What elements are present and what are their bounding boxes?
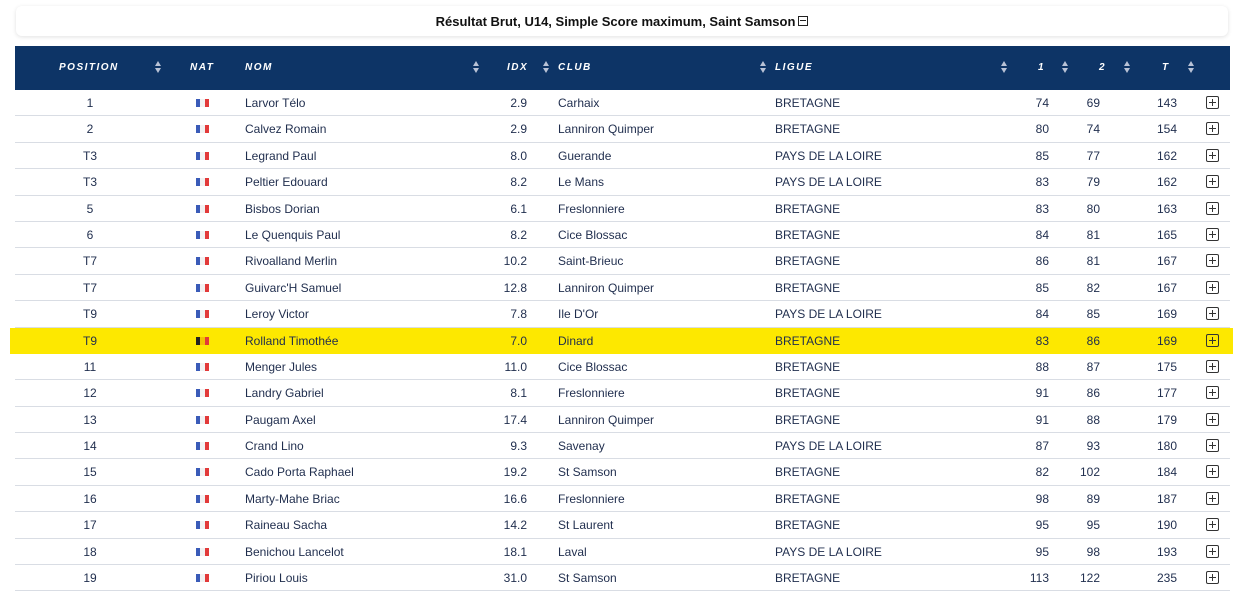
ligue-cell: BRETAGNE — [775, 571, 841, 586]
ligue-cell: PAYS DE LA LOIRE — [775, 148, 882, 163]
sort-club-icon[interactable] — [760, 61, 767, 75]
table-row[interactable] — [15, 407, 1230, 433]
results-title-bar[interactable] — [16, 6, 1228, 36]
sort-position-icon[interactable] — [155, 61, 162, 75]
index-cell: 14.2 — [503, 518, 527, 533]
club-cell: St Samson — [558, 465, 617, 480]
player-name-cell[interactable]: Cado Porta Raphael — [245, 465, 354, 480]
round2-score-cell: 86 — [1086, 386, 1100, 401]
table-row[interactable] — [15, 90, 1230, 116]
position-cell: 6 — [86, 227, 94, 242]
round1-score-cell: 83 — [1035, 175, 1049, 190]
position-cell: 15 — [83, 465, 97, 480]
index-cell: 10.2 — [503, 254, 527, 269]
round1-score-cell: 86 — [1035, 254, 1049, 269]
france-flag-icon — [196, 284, 209, 292]
expand-row-icon[interactable] — [1206, 413, 1219, 426]
france-flag-icon — [196, 574, 209, 582]
index-cell: 9.3 — [510, 439, 527, 454]
france-flag-icon — [196, 521, 209, 529]
table-row[interactable] — [15, 354, 1230, 380]
index-cell: 19.2 — [503, 465, 527, 480]
table-row[interactable] — [15, 486, 1230, 512]
player-name-cell[interactable]: Menger Jules — [245, 359, 318, 374]
total-score-cell: 187 — [1156, 491, 1177, 506]
round2-score-cell: 82 — [1086, 280, 1100, 295]
table-row[interactable] — [15, 459, 1230, 485]
club-cell: Freslonniere — [558, 201, 625, 216]
club-cell: Cice Blossac — [558, 227, 628, 242]
player-name-cell[interactable]: Paugam Axel — [245, 412, 316, 427]
round1-score-cell: 91 — [1035, 412, 1049, 427]
club-cell: Le Mans — [558, 175, 605, 190]
table-row[interactable] — [15, 539, 1230, 565]
sort-round1-icon[interactable] — [1062, 61, 1069, 75]
france-flag-icon — [196, 416, 209, 424]
ligue-cell: BRETAGNE — [775, 518, 841, 533]
club-cell: Laval — [558, 544, 587, 559]
expand-row-icon[interactable] — [1206, 334, 1219, 347]
index-cell: 2.9 — [510, 96, 527, 110]
position-cell: 5 — [86, 201, 94, 216]
ligue-cell: BRETAGNE — [775, 201, 841, 216]
round1-score-cell: 83 — [1035, 201, 1049, 216]
expand-row-icon[interactable] — [1206, 492, 1219, 505]
club-cell: Saint-Brieuc — [558, 254, 624, 269]
round1-score-cell: 84 — [1035, 307, 1049, 322]
club-cell: Ile D'Or — [558, 307, 599, 322]
total-score-cell: 169 — [1156, 333, 1177, 348]
table-row[interactable] — [15, 275, 1230, 301]
player-name-cell[interactable]: Larvor Télo — [245, 96, 306, 110]
round2-score-cell: 80 — [1086, 201, 1100, 216]
france-flag-icon — [196, 442, 209, 450]
expand-row-icon[interactable] — [1206, 439, 1219, 452]
round2-score-cell: 88 — [1086, 412, 1100, 427]
france-flag-icon — [196, 468, 209, 476]
position-cell: 17 — [83, 518, 97, 533]
col-header-position[interactable]: POSITION — [59, 62, 119, 73]
table-row[interactable] — [15, 196, 1230, 222]
player-name-cell[interactable]: Rolland Timothée — [245, 333, 339, 348]
position-cell: 16 — [83, 491, 97, 506]
position-cell: 18 — [83, 544, 97, 559]
col-header-idx[interactable]: IDX — [507, 62, 529, 73]
table-row[interactable] — [15, 433, 1230, 459]
player-name-cell[interactable]: Bisbos Dorian — [245, 201, 320, 216]
player-name-cell[interactable]: Calvez Romain — [245, 122, 327, 137]
col-header-nom[interactable]: NOM — [245, 62, 273, 73]
club-cell: Lanniron Quimper — [558, 412, 655, 427]
expand-row-icon[interactable] — [1206, 571, 1219, 584]
ligue-cell: BRETAGNE — [775, 333, 841, 348]
player-name-cell[interactable]: Landry Gabriel — [245, 386, 324, 401]
col-header-round1[interactable]: 1 — [1038, 62, 1046, 73]
position-cell: 11 — [83, 359, 97, 374]
club-cell: Cice Blossac — [558, 359, 628, 374]
round1-score-cell: 85 — [1035, 280, 1049, 295]
ligue-cell: BRETAGNE — [775, 280, 841, 295]
index-cell: 8.1 — [510, 386, 527, 401]
expand-row-icon[interactable] — [1206, 386, 1219, 399]
round1-score-cell: 74 — [1035, 96, 1049, 110]
table-row[interactable] — [15, 248, 1230, 274]
total-score-cell: 167 — [1156, 280, 1177, 295]
player-name-cell[interactable]: Raineau Sacha — [245, 518, 328, 533]
expand-row-icon[interactable] — [1206, 518, 1219, 531]
round1-score-cell: 80 — [1035, 122, 1049, 137]
round2-score-cell: 89 — [1086, 491, 1100, 506]
expand-row-icon[interactable] — [1206, 281, 1219, 294]
position-cell: 2 — [86, 122, 94, 137]
table-row[interactable] — [15, 116, 1230, 142]
index-cell: 17.4 — [503, 412, 527, 427]
total-score-cell: 167 — [1156, 254, 1177, 269]
expand-row-icon[interactable] — [1206, 465, 1219, 478]
player-name-cell[interactable]: Peltier Edouard — [245, 175, 328, 190]
player-name-cell[interactable]: Marty-Mahe Briac — [245, 491, 340, 506]
player-name-cell[interactable]: Piriou Louis — [245, 571, 308, 586]
club-cell: Dinard — [558, 333, 594, 348]
ligue-cell: PAYS DE LA LOIRE — [775, 175, 882, 190]
sort-nom-icon[interactable] — [473, 61, 480, 75]
round2-score-cell: 87 — [1086, 359, 1100, 374]
round1-score-cell: 95 — [1035, 544, 1049, 559]
ligue-cell: PAYS DE LA LOIRE — [775, 307, 882, 322]
club-cell: Savenay — [558, 439, 605, 454]
club-cell: Carhaix — [558, 96, 600, 110]
total-score-cell: 175 — [1156, 359, 1177, 374]
ligue-cell: BRETAGNE — [775, 227, 841, 242]
table-row[interactable] — [15, 169, 1230, 195]
table-row[interactable] — [15, 143, 1230, 169]
ligue-cell: BRETAGNE — [775, 122, 841, 137]
round2-score-cell: 95 — [1086, 518, 1100, 533]
club-cell: Lanniron Quimper — [558, 280, 655, 295]
index-cell: 18.1 — [503, 544, 527, 559]
sort-idx-icon[interactable] — [543, 61, 550, 75]
index-cell: 12.8 — [503, 280, 527, 295]
position-cell: 14 — [83, 439, 97, 454]
sort-total-icon[interactable] — [1188, 61, 1195, 75]
index-cell: 11.0 — [504, 359, 527, 374]
ligue-cell: BRETAGNE — [775, 254, 841, 269]
total-score-cell: 193 — [1156, 544, 1177, 559]
total-score-cell: 143 — [1156, 96, 1177, 110]
round1-score-cell: 113 — [1029, 571, 1049, 586]
col-header-nat: NAT — [190, 62, 215, 73]
table-row[interactable] — [15, 222, 1230, 248]
round1-score-cell: 85 — [1035, 148, 1049, 163]
round2-score-cell: 81 — [1086, 254, 1100, 269]
total-score-cell: 184 — [1156, 465, 1177, 480]
ligue-cell: BRETAGNE — [775, 412, 841, 427]
ligue-cell: BRETAGNE — [775, 359, 841, 374]
total-score-cell: 162 — [1156, 175, 1177, 190]
ligue-cell: PAYS DE LA LOIRE — [775, 544, 882, 559]
total-score-cell: 169 — [1156, 307, 1177, 322]
france-flag-icon — [196, 310, 209, 318]
total-score-cell: 190 — [1156, 518, 1177, 533]
ligue-cell: BRETAGNE — [775, 465, 841, 480]
index-cell: 8.0 — [510, 148, 527, 163]
round2-score-cell: 102 — [1079, 465, 1100, 480]
round1-score-cell: 95 — [1035, 518, 1049, 533]
france-flag-icon — [196, 205, 209, 213]
table-row[interactable] — [10, 328, 1233, 354]
round2-score-cell: 86 — [1086, 333, 1100, 348]
col-header-ligue[interactable]: LIGUE — [775, 62, 814, 73]
ligue-cell: BRETAGNE — [775, 386, 841, 401]
player-name-cell[interactable]: Guivarc'H Samuel — [245, 280, 342, 295]
index-cell: 7.8 — [510, 307, 527, 322]
ligue-cell: BRETAGNE — [775, 491, 841, 506]
france-flag-icon — [196, 231, 209, 239]
expand-row-icon[interactable] — [1206, 545, 1219, 558]
index-cell: 31.0 — [503, 571, 527, 586]
france-flag-icon — [196, 125, 209, 133]
index-cell: 2.9 — [510, 122, 527, 137]
table-row[interactable] — [15, 565, 1230, 591]
round2-score-cell: 74 — [1086, 122, 1100, 137]
collapse-icon[interactable] — [798, 16, 808, 26]
position-cell: T3 — [82, 148, 97, 163]
expand-row-icon[interactable] — [1206, 202, 1219, 215]
index-cell: 6.1 — [510, 201, 527, 216]
france-flag-icon — [196, 389, 209, 397]
table-row[interactable] — [15, 512, 1230, 538]
total-score-cell: 180 — [1156, 439, 1177, 454]
player-name-cell[interactable]: Benichou Lancelot — [245, 544, 344, 559]
index-cell: 16.6 — [503, 491, 527, 506]
expand-row-icon[interactable] — [1206, 96, 1219, 109]
france-flag-icon — [196, 495, 209, 503]
round2-score-cell: 98 — [1086, 544, 1100, 559]
france-flag-icon — [196, 152, 209, 160]
total-score-cell: 177 — [1156, 386, 1177, 401]
total-score-cell: 163 — [1156, 201, 1177, 216]
france-flag-icon — [196, 363, 209, 371]
index-cell: 8.2 — [510, 175, 527, 190]
index-cell: 8.2 — [510, 227, 527, 242]
ligue-cell: BRETAGNE — [775, 96, 841, 110]
club-cell: Lanniron Quimper — [558, 122, 655, 137]
round1-score-cell: 87 — [1035, 439, 1049, 454]
position-cell: 12 — [83, 386, 97, 401]
expand-row-icon[interactable] — [1206, 228, 1219, 241]
round1-score-cell: 98 — [1035, 491, 1049, 506]
total-score-cell: 235 — [1156, 571, 1177, 586]
france-flag-icon — [196, 178, 209, 186]
results-title: Résultat Brut, U14, Simple Score maximum, Saint Samson — [435, 13, 796, 29]
col-header-club[interactable]: CLUB — [558, 62, 592, 73]
round2-score-cell: 85 — [1086, 307, 1100, 322]
table-row[interactable] — [15, 380, 1230, 406]
round2-score-cell: 81 — [1086, 227, 1100, 242]
expand-row-icon[interactable] — [1206, 307, 1219, 320]
round1-score-cell: 84 — [1035, 227, 1049, 242]
club-cell: Guerande — [558, 148, 612, 163]
total-score-cell: 154 — [1156, 122, 1177, 137]
round2-score-cell: 69 — [1086, 96, 1100, 110]
player-name-cell[interactable]: Legrand Paul — [245, 148, 317, 163]
sort-round2-icon[interactable] — [1124, 61, 1131, 75]
total-score-cell: 179 — [1156, 412, 1177, 427]
index-cell: 7.0 — [510, 333, 527, 348]
position-cell: 19 — [83, 571, 97, 586]
results-table-body — [15, 90, 1230, 591]
position-cell: 1 — [86, 96, 94, 110]
round1-score-cell: 83 — [1035, 333, 1049, 348]
round2-score-cell: 93 — [1086, 439, 1100, 454]
position-cell: T3 — [82, 175, 97, 190]
expand-row-icon[interactable] — [1206, 175, 1219, 188]
total-score-cell: 162 — [1156, 148, 1177, 163]
round2-score-cell: 79 — [1086, 175, 1100, 190]
expand-row-icon[interactable] — [1206, 254, 1219, 267]
col-header-round2[interactable]: 2 — [1099, 62, 1107, 73]
france-flag-icon — [196, 99, 209, 107]
expand-row-icon[interactable] — [1206, 122, 1219, 135]
club-cell: St Samson — [558, 571, 617, 586]
col-header-total[interactable]: T — [1162, 62, 1170, 73]
round1-score-cell: 91 — [1035, 386, 1049, 401]
sort-ligue-icon[interactable] — [1001, 61, 1008, 75]
round2-score-cell: 122 — [1079, 571, 1100, 586]
round1-score-cell: 88 — [1035, 359, 1049, 374]
round1-score-cell: 82 — [1035, 465, 1049, 480]
player-name-cell[interactable]: Le Quenquis Paul — [245, 227, 341, 242]
total-score-cell: 165 — [1156, 227, 1177, 242]
france-flag-icon — [196, 257, 209, 265]
ligue-cell: PAYS DE LA LOIRE — [775, 439, 882, 454]
france-flag-icon — [196, 548, 209, 556]
player-name-cell[interactable]: Crand Lino — [245, 439, 304, 454]
table-header — [15, 46, 1230, 90]
club-cell: St Laurent — [558, 518, 614, 533]
belgium-flag-icon — [196, 337, 209, 345]
club-cell: Freslonniere — [558, 491, 625, 506]
position-cell: 13 — [83, 412, 97, 427]
position-cell: T9 — [82, 307, 97, 322]
position-cell: T7 — [82, 254, 97, 269]
expand-row-icon[interactable] — [1206, 149, 1219, 162]
table-row[interactable] — [15, 301, 1230, 327]
round2-score-cell: 77 — [1086, 148, 1100, 163]
expand-row-icon[interactable] — [1206, 360, 1219, 373]
position-cell: T9 — [82, 333, 97, 348]
player-name-cell[interactable]: Leroy Victor — [245, 307, 309, 322]
club-cell: Freslonniere — [558, 386, 625, 401]
player-name-cell[interactable]: Rivoalland Merlin — [245, 254, 338, 269]
position-cell: T7 — [82, 280, 97, 295]
